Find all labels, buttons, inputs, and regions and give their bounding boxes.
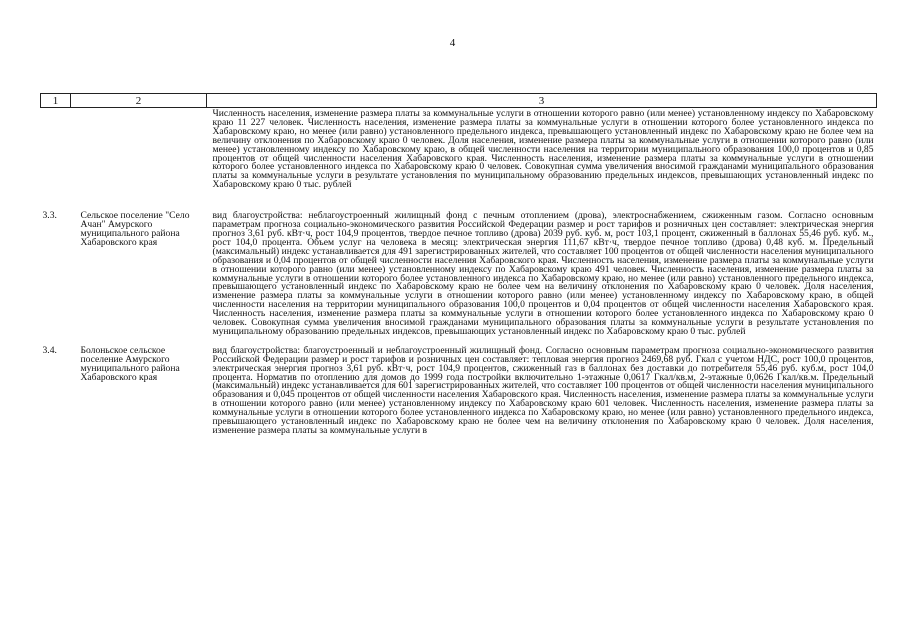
- table-header-row: [41, 94, 877, 108]
- data-table: [40, 93, 877, 436]
- column-header-3: 3: [207, 94, 877, 108]
- municipality-name: Сельское поселение "Село Ачан" Амурского муниципального района Хабаровского края: [80, 210, 190, 248]
- column-header-2: 2: [71, 94, 207, 108]
- page-number: 4: [449, 37, 456, 49]
- row-description: Численность населения, изменение размера платы за коммунальные услуги в отношении которого равно (или менее) установленному индексу по Хабаровскому краю 11 227 человек. Численность населения, изменение размера платы за коммунальные услуги в отношении которого более установленного индекса по Хабаровскому краю, но менее (или равно) установленного предельного индекса, превышающего установленный индекс по Хабаровскому краю не более чем на величину отклонения по Хабаровскому краю 0 человек. Доля населения, изменение размера платы за коммунальные услуги в отношении которого равно (или менее) установленному индексу по Хабаровскому краю, в общей численности населения на территории муниципального образования 100,0 процентов и 0,85 процентов от общей численности населения Хабаровского края. Численность населения, изменение размера платы за коммунальные услуги в отношении которого более установленного индекса по Хабаровскому краю 0 человек. Совокупная сумма увеличения вносимой гражданами муниципального образования платы за коммунальные услуги в результате установления по муниципальному образованию предельных индексов, превышающих установленный индекс по Хабаровскому краю 0 тыс. рублей: [212, 108, 874, 191]
- table-row: [41, 108, 877, 213]
- table-row: [41, 212, 877, 347]
- municipality-name: Болоньское сельское поселение Амурского муниципального района Хабаровского края: [80, 344, 180, 383]
- row-number: [41, 108, 71, 213]
- column-header-1: 1: [41, 94, 71, 108]
- row-number: 3.4.: [42, 344, 57, 356]
- municipality-name: [71, 108, 207, 213]
- row-description: вид благоустройства: благоустроенный и неблагоустроенный жилищный фонд. Согласно основным параметрам прогноза социально-экономического развития Российской Федерации размер и рост тарифов и розничных цен составляет: тепловая энергия прогноз 2469,68 руб. Гкал с учетом НДС, рост 100,0 процентов, электрическая энергия прогноз 3,61 руб. кВт·ч, рост 104,9 процентов, сжиженный газ в баллонах без доставки до потребителя 55,46 руб. куб.м, рост 104,0 процента. Норматив по отоплению для домов до 1999 года постройки включительно 1-этажные 0,0617 Гкал/кв.м, 2-этажные 0,0626 Гкал/кв.м. Предельный (максимальный) индекс устанавливается для 601 зарегистрированных жителей, что составляет 100 процентов от общей численности населения муниципального образования и 0,045 процентов от общей численности населения Хабаровского края. Численность населения, изменение размера платы за коммунальные услуги в отношении которого равно (или менее) установленному индексу по Хабаровскому краю 601 человек. Численность населения, изменение размера платы за коммунальные услуги в отношении которого более установленного индекса по Хабаровскому краю, но менее (или равно) установленного предельного индекса, превышающего установленный индекс по Хабаровскому краю не более чем на величину отклонения по Хабаровскому краю 0 человек. Доля населения, изменение размера платы за коммунальные услуги в: [212, 344, 874, 436]
- row-description: вид благоустройства: неблагоустроенный жилищный фонд с печным отоплением (дрова), электроснабжением, сжиженным газом. Согласно основным параметрам прогноза социально-экономического развития Российской Федерации размер и рост тарифов и розничных цен составляет: электрическая энергия прогноз 3,61 руб. кВт·ч, рост 104,9 процентов, твердое печное топливо (дрова) 2039 руб. куб. м, рост 103,1 процент, сжиженный в баллонах 55,46 руб. куб. м., рост 104,0 процента. Объем услуг на человека в месяц: электрическая энергия 111,67 кВт·ч, твердое печное топливо (дрова) 0,48 куб. м. Предельный (максимальный) индекс устанавливается для 491 зарегистрированных жителей, что составляет 100 процентов от общей численности населения муниципального образования и 0,04 процентов от общей численности населения Хабаровского края. Численность населения, изменение размера платы за коммунальные услуги в отношении которого равно (или менее) установленному индексу по Хабаровскому краю 491 человек. Численность населения, изменение размера платы за коммунальные услуги в отношении которого более установленного индекса по Хабаровскому краю, но менее (или равно) установленного предельного индекса, превышающего установленный индекс по Хабаровскому краю не более чем на величину отклонения по Хабаровскому краю 0 человек. Доля населения, изменение размера платы за коммунальные услуги в отношении которого равно (или менее) установленному индексу по Хабаровскому краю, в общей численности населения на территории муниципального образования 100,0 процентов и 0,04 процентов от общей численности населения Хабаровского края. Численность населения, изменение размера платы за коммунальные услуги в отношении которого более установленного индекса по Хабаровскому краю 0 человек. Совокупная сумма увеличения вносимой гражданами муниципального образования платы за коммунальные услуги в результате установления по муниципальному образованию предельных индексов, превышающих установленный индекс по Хабаровскому краю 0 тыс. рублей: [212, 210, 874, 337]
- table-row: [41, 347, 877, 436]
- row-number: 3.3.: [42, 210, 57, 222]
